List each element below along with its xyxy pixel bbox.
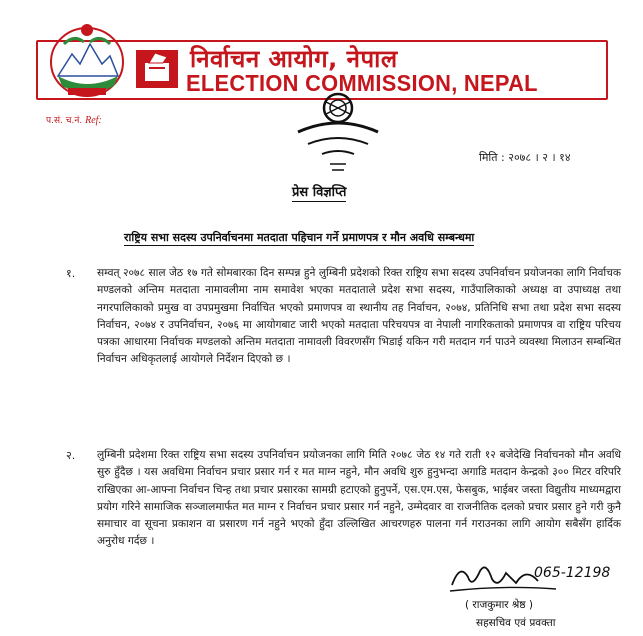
handwritten-signature-icon [446,555,616,595]
subject-line: राष्ट्रिय सभा सदस्य उपनिर्वाचनमा मतदाता पहिचान गर्ने प्रमाणपत्र र मौन अवधि सम्बन्धमा [124,231,475,244]
press-release-heading: प्रेस विज्ञप्ति [292,182,346,202]
reference-line [46,113,102,126]
paragraph-number: २. [66,449,76,462]
ballot-box-logo-icon [135,49,179,89]
signatory-role: सहसचिव एवं प्रवक्ता [476,617,556,629]
issue-date: मिति : २०७८ । २ । १४ [479,151,571,164]
reference-label-english: Ref: [85,115,102,126]
reference-label-nepali: प.सं. च.नं. [46,116,83,126]
paragraph-number: १. [66,267,76,280]
paragraph-body: लुम्बिनी प्रदेशमा रिक्त राष्ट्रिय सभा सदस्य उपनिर्वाचन प्रयोजनका लागि मिति २०७८ जेठ १४ गते राती १२ बजेदेखि निर्वाचनको मौन अवधि सुरु हुँदैछ । यस अवधिमा निर्वाचन प्रचार प्रसार गर्न र मत माग्न नहुने, मौन अवधि शुरु हुनुभन्दा अगाडि मतदान केन्द्रको ३०० मिटर वरिपरि राखिएका आ-आफ्ना निर्वाचन चिन्ह तथा प्रचार प्रसारका सामग्री हटाएको हुनुपर्ने, एस.एम.एस, फेसबुक, भाईबर जस्ता विद्युतीय माध्यमद्वारा प्रयोग गरिने सामाजिक सञ्जालमार्फत मत माग्न र निर्वाचन प्रचार प्रसार गर्न नहुने, उम्मेदवार वा राजनीतिक दलको प्रचार प्रसार हुने गरी कुनै समाचार वा सूचना प्रकाशन वा प्रसारण गर्न नहुने भएकाे हुँदा उल्लिखित आचरणहरु पालना गर्न गराउनका लागि आयोग सबैसँग हार्दिक अनुरोध गर्दछ । [97,449,621,548]
nepal-emblem-icon [44,14,130,100]
commission-seal-icon [292,88,384,180]
paragraph-body: सम्वत् २०७८ साल जेठ १७ गते सोमबारका दिन सम्पन्न हुने लुम्बिनी प्रदेशको रिक्त राष्ट्रिय सभा सदस्य उपनिर्वाचन प्रयोजनका लागि निर्वाचक मण्डलको अन्तिम मतदाता नामावलीमा नाम समावेश भएका मतदाताले प्रदेश सभा सदस्य, गाउँपालिकाको अध्यक्ष वा उपाध्यक्ष तथा नगरपालिकाको प्रमुख वा उपप्रमुखमा निर्वाचित भएको प्रमाणपत्र वा स्थानीय तह निर्वाचन, २०७४, प्रतिनिधि सभा तथा प्रदेश सभा सदस्य निर्वाचन, २०७४ र उपनिर्वाचन, २०७६ मा आयोगबाट जारी भएको मतदाता परिचयपत्र वा नेपाली नागरिकताको प्रमाणपत्र वा राष्ट्रिय परिचय पत्रका आधारमा निर्वाचक मण्डलको अन्तिम मतदाता नामावली विवरणसँग भिडाई यकिन गरी मतदान गर्न पाउने व्यवस्था मिलाउन सम्बन्धित निर्वाचन अधिकृतलाई आयोगले निर्देशन दिएको छ । [97,267,621,366]
commission-title-english: ELECTION COMMISSION, NEPAL [186,70,538,96]
signature-note: 065-12198 [534,565,611,581]
commission-title-nepali: निर्वाचन आयोग, नेपाल [190,45,398,73]
signatory-name: ( राजकुमार श्रेष्ठ ) [465,599,533,611]
